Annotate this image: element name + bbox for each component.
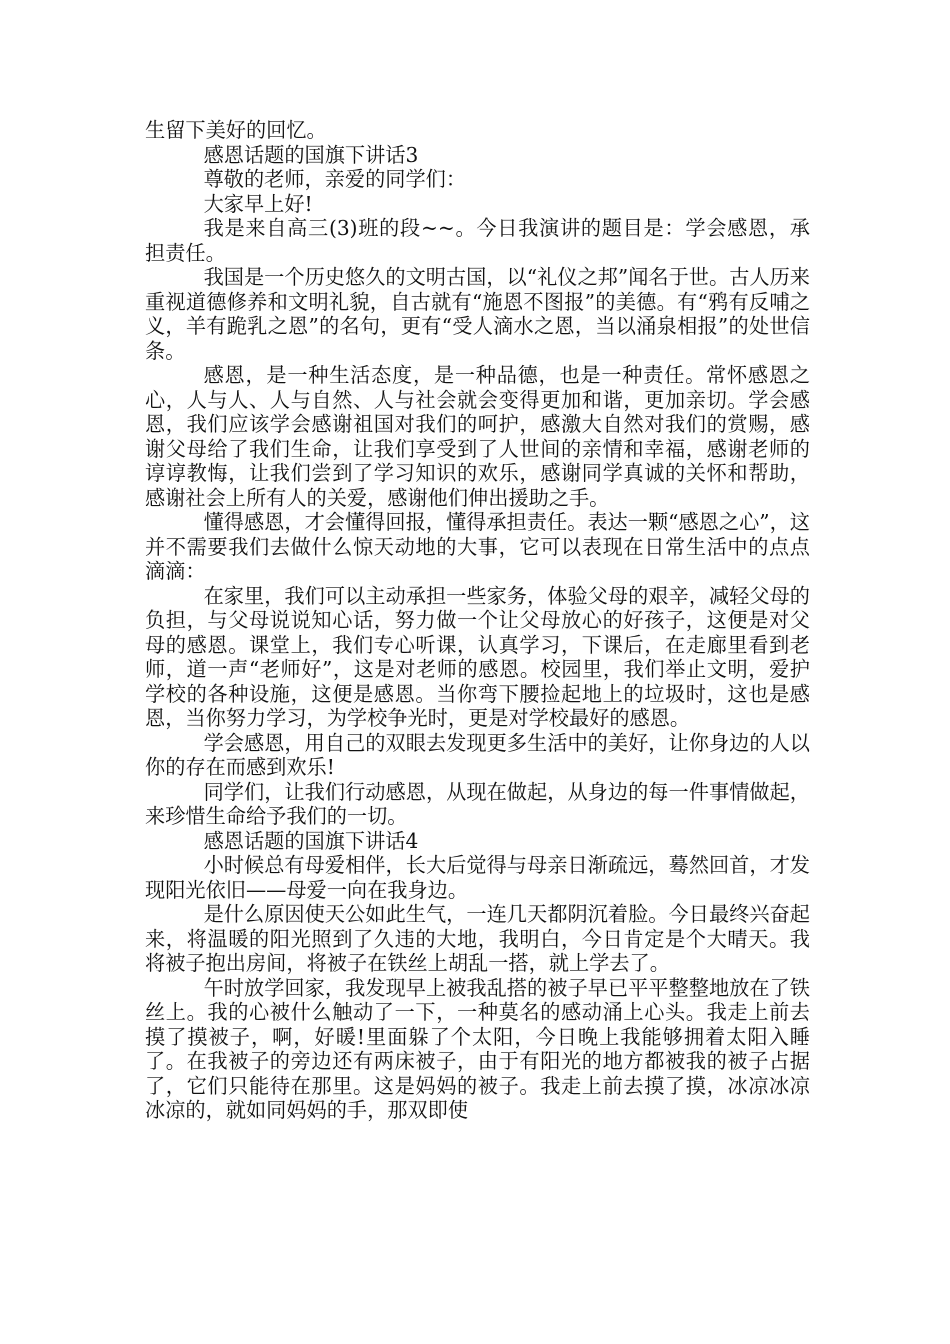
document-page [145, 118, 810, 1123]
paragraph: 生留下美好的回忆。 [145, 118, 327, 142]
paragraph: 是什么原因使天公如此生气，一连几天都阴沉着脸。今日最终兴奋起来，将温暖的阳光照到了久违的大地，我明白，今日肯定是个大晴天。我将被子抱出房间，将被子在铁丝上胡乱一搭，就上学去了。 [145, 902, 810, 975]
paragraph: 同学们，让我们行动感恩，从现在做起，从身边的每一件事情做起，来珍惜生命给予我们的一切。 [145, 779, 810, 828]
section-heading: 感恩话题的国旗下讲话3 [203, 142, 419, 167]
section-heading: 感恩话题的国旗下讲话4 [203, 828, 419, 853]
paragraph: 懂得感恩，才会懂得回报，懂得承担责任。表达一颗“感恩之心”，这并不需要我们去做什么惊天动地的大事，它可以表现在日常生活中的点点滴滴： [145, 510, 810, 583]
paragraph: 小时候总有母爱相伴，长大后觉得与母亲日渐疏远，蓦然回首，才发现阳光依旧——母爱一向在我身边。 [145, 853, 810, 902]
paragraph: 我国是一个历史悠久的文明古国，以“礼仪之邦”闻名于世。古人历来重视道德修养和文明礼貌，自古就有“施恩不图报”的美德。有“鸦有反哺之义，羊有跪乳之恩”的名句，更有“受人滴水之恩，当以涌泉相报”的处世信条。 [145, 265, 810, 363]
paragraph: 我是来自高三(3)班的段~~。今日我演讲的题目是：学会感恩，承担责任。 [145, 216, 810, 265]
greeting: 大家早上好! [203, 191, 313, 216]
paragraph: 午时放学回家，我发现早上被我乱搭的被子早已平平整整地放在了铁丝上。我的心被什么触动了一下，一种莫名的感动涌上心头。我走上前去摸了摸被子，啊，好暖!里面躲了个太阳，今日晚上我能够拥着太阳入睡了。在我被子的旁边还有两床被子，由于有阳光的地方都被我的被子占据了，它们只能待在那里。这是妈妈的被子。我走上前去摸了摸，冰凉冰凉冰凉的，就如同妈妈的手，那双即使 [145, 975, 810, 1122]
salutation: 尊敬的老师，亲爱的同学们： [203, 167, 467, 191]
paragraph: 学会感恩，用自己的双眼去发现更多生活中的美好，让你身边的人以你的存在而感到欢乐! [145, 730, 810, 779]
paragraph: 感恩，是一种生活态度，是一种品德，也是一种责任。常怀感恩之心，人与人、人与自然、人与社会就会变得更加和谐，更加亲切。学会感恩，我们应该学会感谢祖国对我们的呵护，感激大自然对我们的赏赐，感谢父母给了我们生命，让我们享受到了人世间的亲情和幸福，感谢老师的谆谆教悔，让我们尝到了学习知识的欢乐，感谢同学真诚的关怀和帮助，感谢社会上所有人的关爱，感谢他们伸出援助之手。 [145, 363, 810, 510]
paragraph: 在家里，我们可以主动承担一些家务，体验父母的艰辛，减轻父母的负担，与父母说说知心话，努力做一个让父母放心的好孩子，这便是对父母的感恩。课堂上，我们专心听课，认真学习，下课后，在走廊里看到老师，道一声“老师好”，这是对老师的感恩。校园里，我们举止文明，爱护学校的各种设施，这便是感恩。当你弯下腰捡起地上的垃圾时，这也是感恩，当你努力学习，为学校争光时，更是对学校最好的感恩。 [145, 583, 810, 730]
